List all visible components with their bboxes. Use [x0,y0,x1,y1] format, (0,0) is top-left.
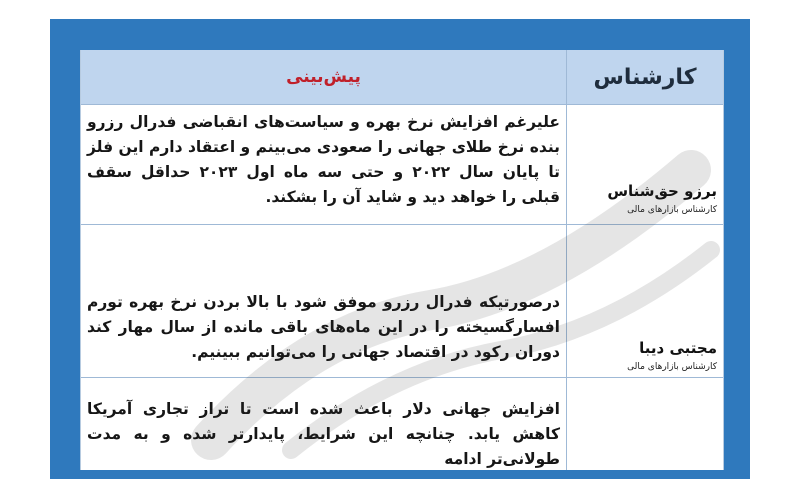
column-divider [566,50,567,470]
forecast-table [80,50,724,470]
forecast-text: افزایش جهانی دلار باعث شده است تا تراز تجاری آمریکا کاهش یابد. چنانچه این شرایط، پایدارتر شده و به مدت طولانی‌تر ادامه [87,400,560,468]
forecast-text: درصورتیکه فدرال رزرو موفق شود با بالا بردن نرخ بهره تورم افسارگسیخته را در این ماه‌های باقی مانده از سال مهار کند دوران رکود در اقتصاد جهانی را می‌توانیم ببینیم. [87,293,560,361]
expert-info [567,338,723,373]
header-expert: کارشناس [593,64,697,90]
table-header [81,50,723,105]
expert-title: کارشناس بازارهای مالی [627,205,717,215]
expert-name: برزو حق‌شناس [607,182,717,200]
expert-info [567,418,723,421]
table-row [81,105,723,225]
forecast-text: علیرغم افزایش نرخ بهره و سیاست‌های انقباضی فدرال رزرو بنده نرخ طلای جهانی را صعودی می‌بینم و اعتقاد دارم این فلز تا پایان سال ۲۰۲۲ و حتی سه ماه اول ۲۰۲۳ حداقل سقف قبلی را خواهد دید و شاید آن را بشکند. [87,113,560,206]
table-row [81,225,723,378]
expert-name: مجتبی دیبا [639,339,717,357]
expert-title: کارشناس بازارهای مالی [627,362,717,372]
table-row [81,378,723,478]
header-forecast: پیش‌بینی [286,67,361,87]
expert-info [567,181,723,216]
